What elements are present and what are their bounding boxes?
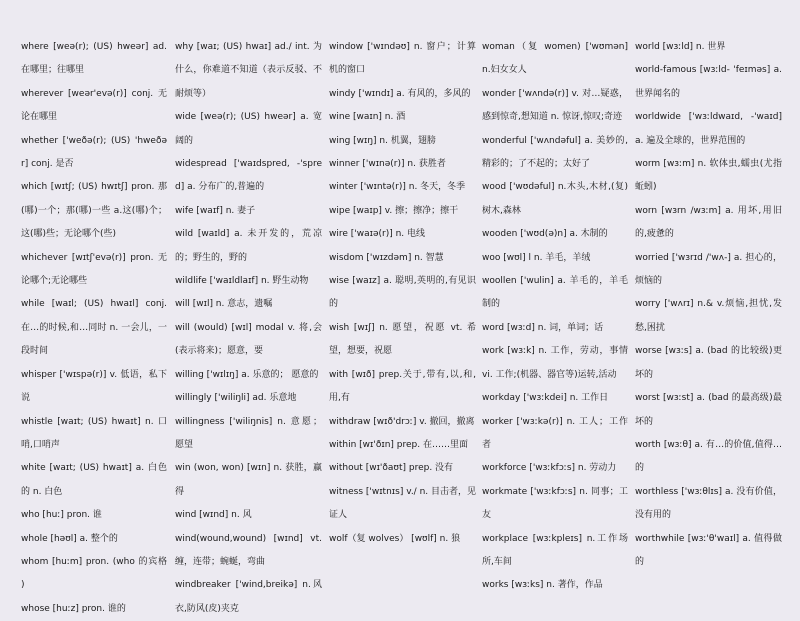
- vocab-entry: wooden ['wʊd(ə)n] a. 木制的: [482, 229, 608, 240]
- column-1: [21, 36, 167, 621]
- vocab-entry: worst [wɜːst] a. (bad 的最高级)最坏的: [635, 393, 782, 427]
- vocab-entry: wine [waɪn] n. 酒: [329, 112, 406, 123]
- vocab-entry: willing ['wɪlɪŋ] a. 乐意的； 愿意的: [175, 369, 319, 380]
- vocab-entry: worthwhile [wɜː'θ'waɪl] a. 值得做的: [635, 533, 782, 567]
- vocab-entry: windy ['wɪndɪ] a. 有风的，多风的: [329, 88, 471, 99]
- vocab-entry: within [wɪ'ðɪn] prep. 在……里面: [329, 439, 468, 450]
- vocab-entry: will [wɪl] n. 意志，遗嘱: [175, 299, 273, 310]
- vocab-entry: whichever [wɪtʃ'evə(r)] pron. 无论哪个;无论哪些: [21, 252, 167, 287]
- vocab-entry: woman（复 women) ['wʊmən] n.妇女女人: [482, 42, 628, 76]
- vocab-entry: worthless ['wɜːθlɪs] a. 没有价值，没有用的: [635, 486, 782, 521]
- column-4: [482, 36, 628, 598]
- vocab-entry: widespread ['waɪdspred, -'spred] a. 分布广的,普遍的: [175, 159, 322, 193]
- vocab-entry: whistle [waɪt; (US) hwaɪt] n. 口哨,口哨声: [21, 416, 167, 450]
- vocab-entry: without [wɪ'ðaʊt] prep. 没有: [329, 463, 454, 474]
- vocab-entry: worth [wɜːθ] a. 有…的价值,值得…的: [635, 439, 782, 474]
- vocab-entry: wise [waɪz] a. 聪明,英明的,有见识的: [329, 276, 476, 310]
- vocab-entry: who [huː] pron. 谁: [21, 510, 102, 521]
- vocab-entry: works [wɜːks] n. 著作，作品: [482, 580, 603, 591]
- vocab-entry: world [wɜːld] n. 世界: [635, 42, 726, 52]
- vocab-entry: worn [wɜrn /wɜːm] a. 用坏,用旧的,疲惫的: [635, 205, 782, 240]
- vocab-entry: witness ['wɪtnɪs] v./ n. 目击者，见证人: [329, 486, 477, 521]
- vocab-entry: why [waɪ; (US) hwaɪ] ad./ int. 为什么，你难道不知道（表示反驳、不耐烦等）: [175, 42, 322, 99]
- vocab-entry: with [wɪð] prep.关于,带有,以,和,用,有: [329, 369, 476, 404]
- vocab-entry: wisdom ['wɪzdəm] n. 智慧: [329, 252, 444, 263]
- vocab-entry: which [wɪtʃ; (US) hwɪtʃ] pron. 那(哪)一个；那(哪)一些 a.这(哪)个；这(哪)些；无论哪个(些): [21, 182, 167, 240]
- vocab-entry: wonderful ['wʌndəful] a. 美妙的,精彩的；了不起的；太好了: [482, 135, 628, 170]
- vocab-entry: willingly ['wiliŋli] ad. 乐意地: [175, 393, 297, 404]
- vocab-entry: wide [weə(r); (US) hweər] a. 宽阔的: [175, 112, 322, 146]
- vocab-entry: wild [waɪld] a. 未开发的，荒凉的；野生的，野的: [175, 229, 322, 263]
- vocab-entry: wonder ['wʌndə(r)] v. 对…疑惑，感到惊奇,想知道 n. 惊讶,惊叹;奇迹: [482, 88, 628, 123]
- vocab-entry: wire ['waɪə(r)] n. 电线: [329, 229, 426, 240]
- vocab-entry: whose [huːz] pron. 谁的: [21, 603, 126, 614]
- vocab-entry: wherever [weər'evə(r)] conj. 无论在哪里: [21, 88, 167, 123]
- vocab-entry: worker ['wɜːkə(r)] n. 工人；工作者: [482, 416, 628, 450]
- column-2: [175, 36, 322, 621]
- vocab-entry: work [wɜːk] n. 工作，劳动，事情 vi. 工作;(机器、器官等)运转,活动: [482, 346, 628, 380]
- vocab-entry: wife [waɪf] n. 妻子: [175, 205, 256, 216]
- vocab-entry: willingness ['wiliŋnis] n. 意愿； 愿望: [175, 416, 322, 450]
- vocab-entry: wish [wɪʃ] n. 愿望，祝愿 vt. 希望，想要，祝愿: [329, 322, 476, 357]
- vocab-entry: wood ['wʊdəful] n.木头,木材,(复)树木,森林: [482, 182, 628, 216]
- vocab-entry: windbreaker ['wind,breikə] n.风衣,防风(皮)夹克: [175, 580, 322, 614]
- vocab-entry: withdraw [wɪð'drɔː] v. 撤回，撤离: [329, 416, 475, 427]
- vocab-entry: whole [həʊl] a. 整个的: [21, 533, 118, 544]
- vocab-entry: whether ['weðə(r); (US) 'hweðər] conj. 是否: [21, 135, 167, 170]
- vocab-entry: wildlife ['waɪldlaɪf] n. 野生动物: [175, 276, 309, 287]
- vocab-entry: wing [wɪŋ] n. 机翼，翅膀: [329, 135, 436, 146]
- vocab-entry: worse [wɜːs] a. (bad 的比较级)更坏的: [635, 346, 782, 380]
- vocab-entry: worried ['wɜrɪd /'wʌ-] a. 担心的，烦恼的: [635, 252, 782, 287]
- vocab-entry: while [waɪl; (US) hwaɪl] conj.在…的时候,和…同时 n. 一会儿，一段时间: [21, 299, 167, 357]
- vocab-entry: whisper ['wɪspə(r)] v. 低语，私下说: [21, 369, 167, 404]
- vocab-entry: whom [huːm] pron. (who 的宾格 ): [21, 556, 167, 591]
- vocab-entry: where [weə(r); (US) hweər] ad. 在哪里；往哪里: [21, 42, 167, 76]
- vocab-entry: workmate ['wɜːkfɔːs] n. 同事；工友: [482, 486, 628, 521]
- vocab-entry: woollen ['wulin] a. 羊毛的，羊毛制的: [482, 276, 628, 310]
- vocab-entry: wipe [waɪp] v. 擦；擦净；擦干: [329, 205, 459, 216]
- vocab-entry: worry ['wʌrɪ] n.& v.烦恼,担忧,发愁,困扰: [635, 299, 782, 333]
- vocab-entry: wind(wound,wound) [wɪnd] vt. 缠，连带；蜿蜒，弯曲: [175, 533, 322, 567]
- vocab-entry: winter ['wɪntə(r)] n. 冬天，冬季: [329, 182, 466, 193]
- vocab-entry: woo [wʊl] l n. 羊毛，羊绒: [482, 252, 591, 263]
- vocab-entry: wind [wɪnd] n. 风: [175, 510, 252, 521]
- vocab-entry: workforce ['wɜːkfɔːs] n. 劳动力: [482, 463, 617, 474]
- vocab-entry: white [waɪt; (US) hwaɪt] a. 白色的 n. 白色: [21, 463, 167, 497]
- column-5: [635, 36, 782, 574]
- vocab-entry: window ['wɪndəʊ] n. 窗户；计算机的窗口: [329, 42, 476, 76]
- vocab-entry: wolf（复 wolves） [wʊlf] n. 狼: [329, 533, 461, 544]
- vocab-entry: will (would) [wɪl] modal v. 将,会(表示将来)；愿意，要: [175, 322, 322, 357]
- vocab-entry: worm [wɜːm] n. 软体虫,蠕虫(尤指蚯蚓): [635, 159, 782, 193]
- vocab-entry: winner ['wɪnə(r)] n. 获胜者: [329, 159, 446, 170]
- column-3: [329, 36, 476, 551]
- vocab-entry: world-famous [wɜːld- 'feɪməs] a. 世界闻名的: [635, 65, 782, 99]
- vocab-entry: workday ['wɜːkdei] n. 工作日: [482, 393, 609, 404]
- vocab-entry: worldwide ['wɜːldwaɪd, -'waɪd] a. 遍及全球的，世界范围的: [635, 112, 782, 146]
- vocab-entry: word [wɜːd] n. 词，单词；话: [482, 322, 604, 333]
- vocab-entry: win (won, won) [wɪn] n. 获胜，赢得: [175, 463, 322, 497]
- vocab-entry: workplace [wɜːkpleɪs] n.工作场所,车间: [482, 533, 628, 567]
